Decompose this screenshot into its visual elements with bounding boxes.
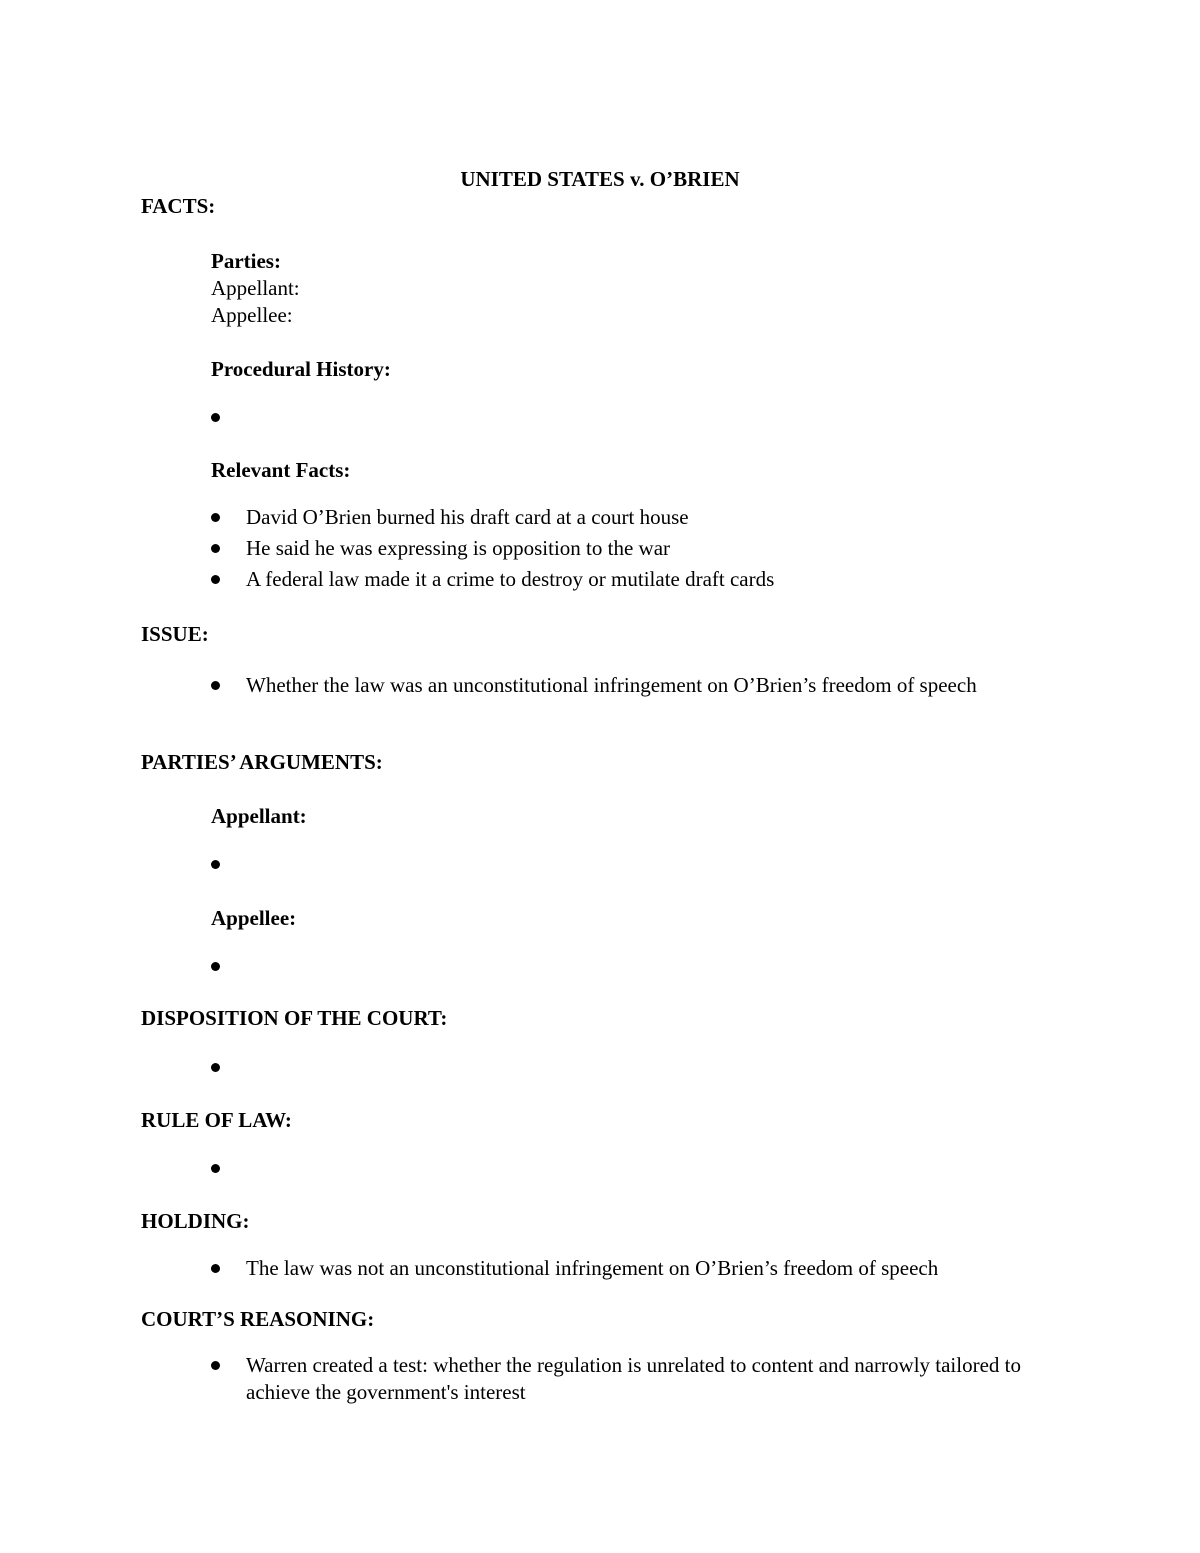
bullet-icon (211, 575, 220, 584)
case-title: UNITED STATES v. O’BRIEN (460, 167, 740, 191)
disposition-heading: DISPOSITION OF THE COURT: (141, 1006, 448, 1030)
bullet-icon (211, 413, 220, 422)
appellant-label: Appellant: (211, 276, 300, 300)
bullet-icon (211, 860, 220, 869)
relevant-facts-heading: Relevant Facts: (211, 458, 351, 482)
parties-heading: Parties: (211, 249, 281, 273)
reasoning-heading: COURT’S REASONING: (141, 1307, 375, 1331)
appellant-argument-heading: Appellant: (211, 804, 307, 828)
document-page: UNITED STATES v. O’BRIEN FACTS: Parties: Appellant: Appellee: Procedural History: Relevant Facts: David O’Brien burned his draft card at a court house He said he was expressing is opposition to the war A federal law made it a crime to destroy or mutilate draft cards ISSUE: Whether the law was an unconstitutional infringement on O’Brien’s freedom of speech PARTIES’ ARGUMENTS: Appellant: Appellee: DISPOSITION OF THE COURT: RULE OF LAW: HOLDING: The law was not an unconstitutional infringement on O’Brien’s freedom of speech COURT’S REASONING: Warren created a test: whether the regulation is unrelated to content and narrowly tailored to achieve the government's interest (0, 0, 1200, 1553)
bullet-icon (211, 1164, 220, 1173)
bullet-icon (211, 962, 220, 971)
holding-heading: HOLDING: (141, 1209, 250, 1233)
bullet-icon (211, 1361, 220, 1370)
bullet-icon (211, 1063, 220, 1072)
bullet-icon (211, 1264, 220, 1273)
procedural-history-heading: Procedural History: (211, 357, 391, 381)
bullet-icon (211, 681, 220, 690)
bullet-icon (211, 513, 220, 522)
facts-heading: FACTS: (141, 194, 216, 218)
rule-of-law-heading: RULE OF LAW: (141, 1108, 292, 1132)
bullet-icon (211, 544, 220, 553)
appellee-label: Appellee: (211, 303, 293, 327)
parties-arguments-heading: PARTIES’ ARGUMENTS: (141, 750, 383, 774)
appellee-argument-heading: Appellee: (211, 906, 297, 930)
issue-heading: ISSUE: (141, 622, 209, 646)
